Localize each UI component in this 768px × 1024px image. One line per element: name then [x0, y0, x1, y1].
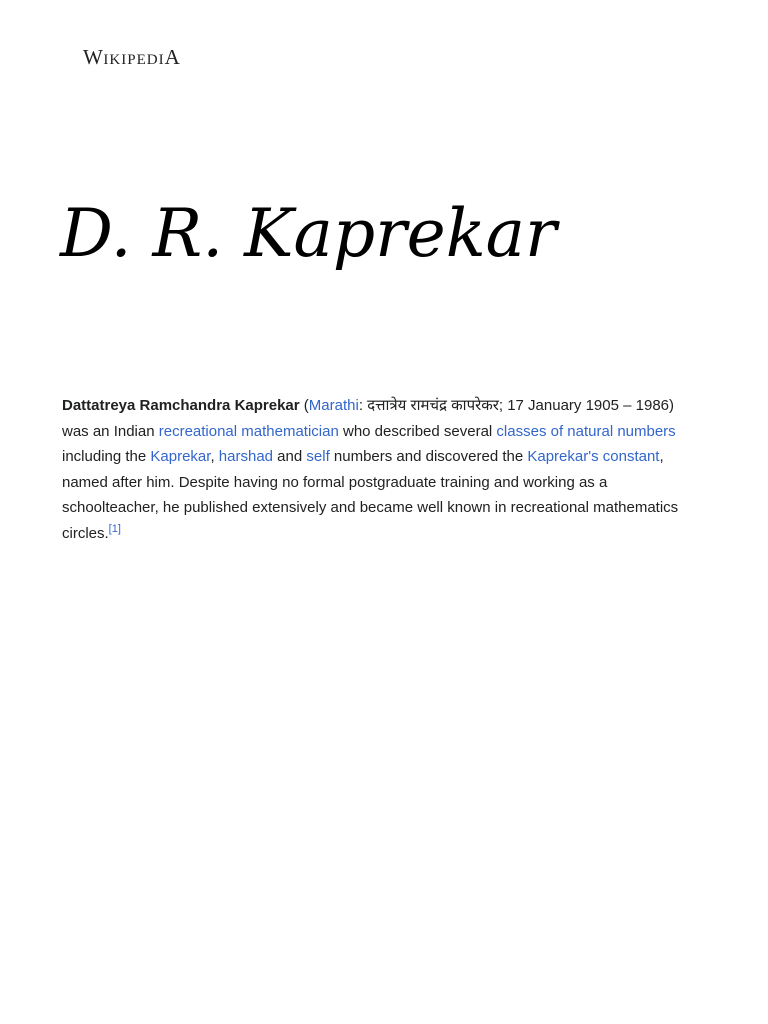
harshad-link[interactable]: harshad	[218, 448, 274, 466]
text-including: including the	[62, 448, 151, 466]
lead-paragraph	[62, 393, 702, 547]
article-content	[62, 393, 702, 547]
site-header	[83, 44, 180, 70]
self-link[interactable]: self	[306, 448, 330, 466]
text-numbers: numbers and discovered the	[329, 448, 528, 466]
marathi-link[interactable]: Marathi	[308, 397, 359, 414]
page-title: D. R. Kaprekar	[60, 195, 557, 272]
comma: ,	[210, 448, 219, 466]
reference-superscript	[109, 523, 121, 535]
article-subject: Dattatreya Ramchandra Kaprekar	[62, 397, 300, 414]
wordmark-final: A	[164, 45, 181, 69]
text-and: and	[273, 448, 307, 466]
wordmark-middle: IKIPEDI	[103, 52, 165, 68]
reference-1-link[interactable]: [1]	[108, 522, 121, 535]
wikipedia-wordmark-link[interactable]	[83, 44, 180, 73]
paren-open: (	[299, 397, 309, 414]
native-name-and-dates: : दत्तात्रेय रामचंद्र कापरेकर; 17 January 1905 – 1986) was an Indian	[62, 397, 675, 440]
text-described: who described several	[338, 422, 497, 440]
classes-of-natural-numbers-link[interactable]: classes of natural numbers	[496, 422, 676, 440]
recreational-mathematician-link[interactable]: recreational mathematician	[158, 422, 339, 440]
kaprekar-link[interactable]: Kaprekar	[150, 448, 211, 466]
kaprekars-constant-link[interactable]: Kaprekar's constant	[527, 448, 660, 466]
wordmark-initial: W	[83, 45, 104, 69]
text-rest: , named after him. Despite having no formal postgraduate training and working as a schoolteacher, he published extensively and became well known in recreational mathematics circles.	[62, 448, 679, 542]
